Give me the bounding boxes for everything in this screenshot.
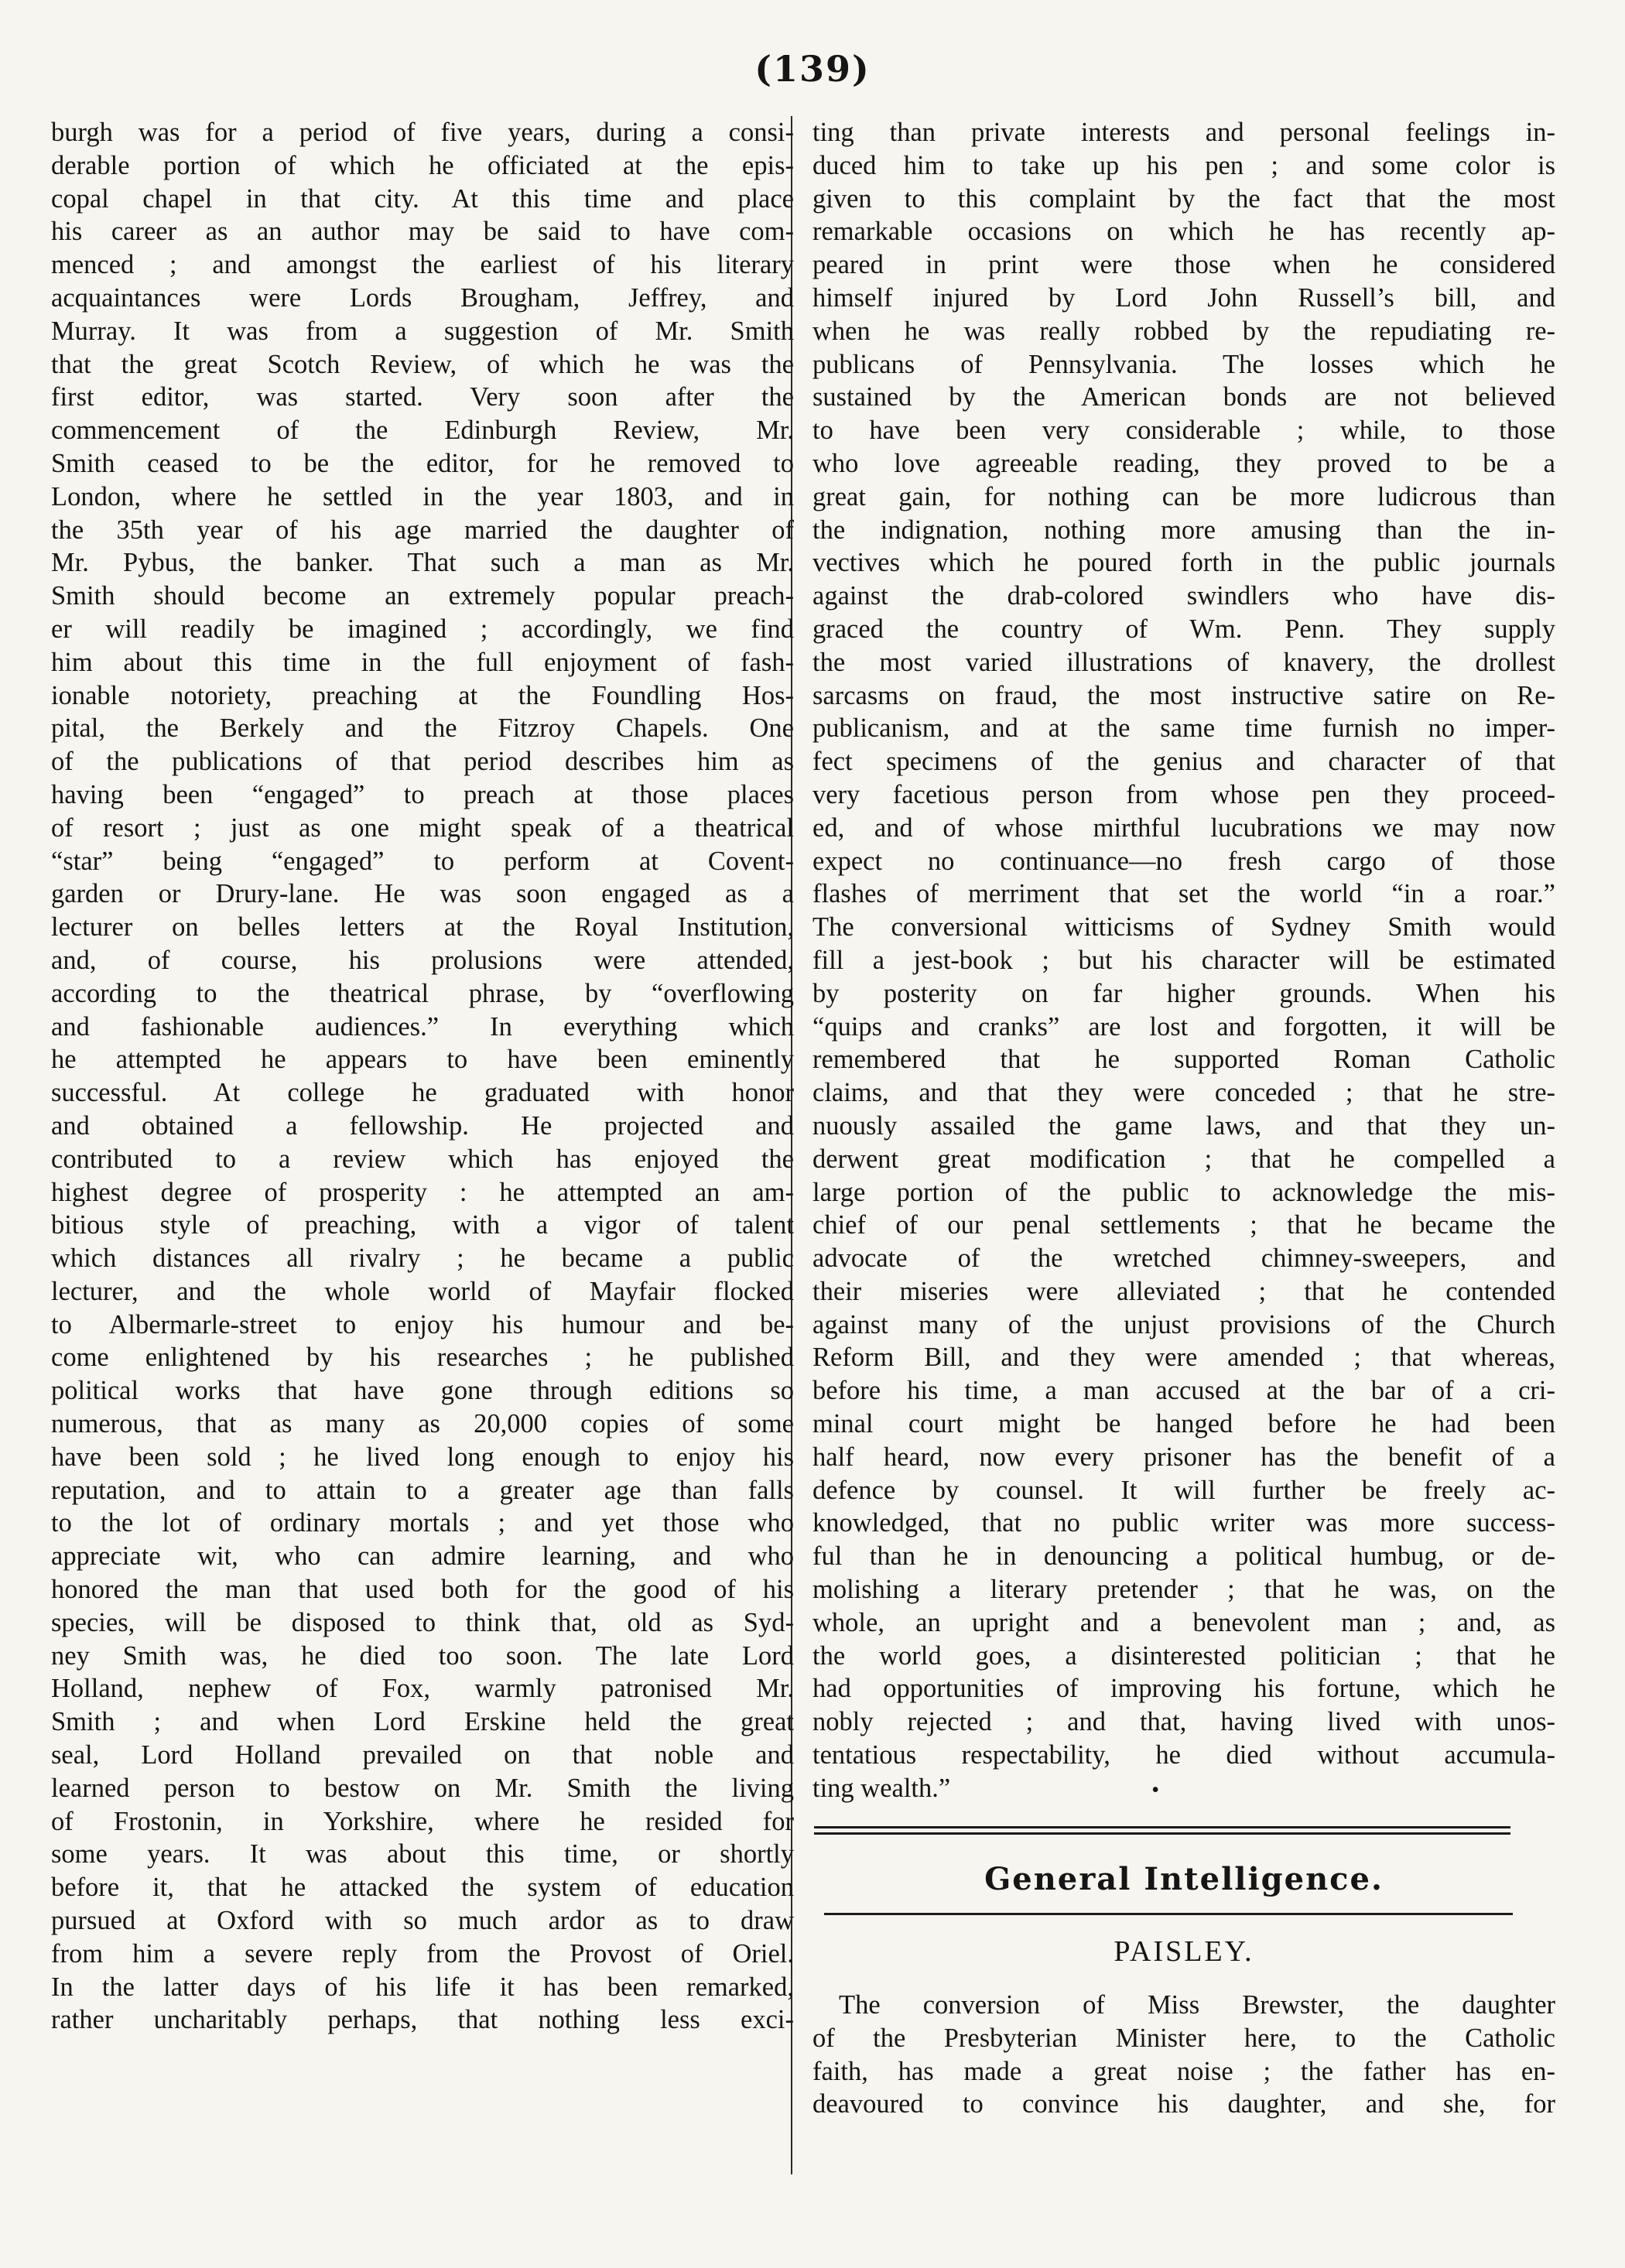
text-line: himself injured by Lord John Russell’s bill, and (812, 282, 1555, 313)
text-line: molishing a literary pretender ; that he was, on the (812, 1575, 1555, 1605)
text-line: who love agreeable reading, they proved to be a (812, 448, 1555, 478)
text-line: numerous, that as many as 20,000 copies of some (51, 1409, 794, 1439)
text-line: defence by counsel. It will further be freely ac- (812, 1475, 1555, 1505)
text-line: deavoured to convince his daughter, and she, for (812, 2089, 1555, 2119)
text-line: ionable notoriety, preaching at the Foundling Hos- (51, 680, 794, 710)
text-line: “quips and cranks” are lost and forgotten, it will be (812, 1011, 1555, 1042)
text-line: The conversion of Miss Brewster, the daughter (839, 1990, 1555, 2020)
text-line: when he was really robbed by the repudiating re- (812, 316, 1555, 346)
text-line: of the publications of that period describes him as (51, 747, 794, 777)
text-line: the most varied illustrations of knavery, the drollest (812, 647, 1555, 677)
text-line: Holland, nephew of Fox, warmly patronised Mr. (51, 1674, 794, 1704)
text-line: their miseries were alleviated ; that he contended (812, 1276, 1555, 1306)
text-line: pital, the Berkely and the Fitzroy Chapels. One (51, 713, 794, 744)
text-line: had opportunities of improving his fortune, which he (812, 1674, 1555, 1704)
text-line: of Frostonin, in Yorkshire, where he resided for (51, 1806, 794, 1836)
right-column (812, 116, 1555, 1805)
text-line: reputation, and to attain to a greater age than falls (51, 1475, 794, 1505)
paisley-paragraph (812, 1989, 1555, 2121)
text-line: given to this complaint by the fact that the most (812, 183, 1555, 214)
text-line: by posterity on far higher grounds. When his (812, 978, 1555, 1008)
text-line: derable portion of which he officiated at the epis- (51, 150, 794, 180)
text-line: very facetious person from whose pen they proceed- (812, 779, 1555, 809)
text-line: bitious style of preaching, with a vigor of talent (51, 1210, 794, 1240)
page-number: (139) (754, 48, 871, 90)
text-line: to have been very considerable ; while, to those (812, 416, 1555, 446)
text-line: whole, an upright and a benevolent man ; and, as (812, 1607, 1555, 1637)
text-line: lecturer on belles letters at the Royal Institution, (51, 912, 794, 942)
text-line: have been sold ; he lived long enough to enjoy his (51, 1442, 794, 1472)
text-line: rather uncharitably perhaps, that nothing less exci- (51, 2005, 794, 2035)
text-line: great gain, for nothing can be more ludicrous than (812, 481, 1555, 511)
text-line: advocate of the wretched chimney-sweepers, and (812, 1243, 1555, 1274)
text-line: ting wealth.” • (812, 1772, 1555, 1805)
section-heading: General Intelligence. (984, 1861, 1384, 1897)
text-line: publicanism, and at the same time furnish no imper- (812, 713, 1555, 744)
text-line: sarcasms on fraud, the most instructive satire on Re- (812, 680, 1555, 710)
text-line: expect no continuance—no fresh cargo of those (812, 846, 1555, 876)
text-line: and obtained a fellowship. He projected and (51, 1110, 794, 1141)
text-line: against the drab-colored swindlers who have dis- (812, 581, 1555, 611)
left-column (51, 116, 794, 2037)
text-line: contributed to a review which has enjoyed the (51, 1144, 794, 1174)
text-line: and fashionable audiences.” In everything which (51, 1011, 794, 1042)
text-line: and, of course, his prolusions were attended, (51, 945, 794, 975)
text-line: burgh was for a period of five years, during a consi- (51, 118, 794, 147)
text-line: of resort ; just as one might speak of a theatrical (51, 812, 794, 843)
text-line: Reform Bill, and they were amended ; that whereas, (812, 1343, 1555, 1373)
text-line: Mr. Pybus, the banker. That such a man as Mr. (51, 548, 794, 578)
text-line: vectives which he poured forth in the public journals (812, 548, 1555, 578)
text-line: pursued at Oxford with so much ardor as to draw (51, 1906, 794, 1936)
text-line: first editor, was started. Very soon after the (51, 382, 794, 412)
text-line: commencement of the Edinburgh Review, Mr. (51, 416, 794, 446)
text-line: seal, Lord Holland prevailed on that noble and (51, 1740, 794, 1770)
text-line: ney Smith was, he died too soon. The late Lord (51, 1640, 794, 1671)
text-line: fect specimens of the genius and character of that (812, 747, 1555, 777)
text-line: Smith ceased to be the editor, for he removed to (51, 448, 794, 478)
text-line: half heard, now every prisoner has the benefit of a (812, 1442, 1555, 1472)
text-line: er will readily be imagined ; accordingly, we find (51, 614, 794, 644)
heading-rule (824, 1913, 1513, 1915)
text-line: species, will be disposed to think that, old as Syd- (51, 1607, 794, 1637)
text-line: ed, and of whose mirthful lucubrations we may now (812, 812, 1555, 843)
text-line: which distances all rivalry ; he became a public (51, 1243, 794, 1274)
end-mark: • (1151, 1777, 1160, 1802)
text-line: copal chapel in that city. At this time and place (51, 183, 794, 214)
text-line: graced the country of Wm. Penn. They supply (812, 614, 1555, 644)
text-line: of the Presbyterian Minister here, to the Catholic (812, 2023, 1555, 2053)
text-line: fill a jest-book ; but his character will be estimated (812, 945, 1555, 975)
text-line: menced ; and amongst the earliest of his literary (51, 250, 794, 280)
text-line: In the latter days of his life it has been remarked, (51, 1972, 794, 2002)
text-line: Smith should become an extremely popular preach- (51, 581, 794, 611)
text-line: having been “engaged” to preach at those places (51, 779, 794, 809)
text-line: The conversional witticisms of Sydney Smith would (812, 912, 1555, 942)
text-line: the indignation, nothing more amusing than the in- (812, 515, 1555, 545)
text-line: successful. At college he graduated with honor (51, 1078, 794, 1108)
text-line: him about this time in the full enjoyment of fash- (51, 647, 794, 677)
text-line: knowledged, that no public writer was more success- (812, 1508, 1555, 1538)
text-line: from him a severe reply from the Provost of Oriel. (51, 1938, 794, 1969)
text-line: lecturer, and the whole world of Mayfair flocked (51, 1276, 794, 1306)
section-double-rule (814, 1826, 1510, 1835)
text-line: to Albermarle-street to enjoy his humour and be- (51, 1309, 794, 1339)
text-line: remarkable occasions on which he has recently ap- (812, 217, 1555, 247)
text-line: some years. It was about this time, or shortly (51, 1839, 794, 1869)
text-line: nuously assailed the game laws, and that they un- (812, 1110, 1555, 1141)
text-line: sustained by the American bonds are not believed (812, 382, 1555, 412)
text-line: come enlightened by his researches ; he published (51, 1343, 794, 1373)
text-line: appreciate wit, who can admire learning, and who (51, 1541, 794, 1572)
text-line: large portion of the public to acknowledge the mis- (812, 1177, 1555, 1207)
text-line: derwent great modification ; that he compelled a (812, 1144, 1555, 1174)
text-line: acquaintances were Lords Brougham, Jeffrey, and (51, 282, 794, 313)
text-line: according to the theatrical phrase, by “overflowing (51, 978, 794, 1008)
text-line: against many of the unjust provisions of the Church (812, 1309, 1555, 1339)
text-line: faith, has made a great noise ; the father has en- (812, 2056, 1555, 2086)
text-line: London, where he settled in the year 1803, and in (51, 481, 794, 511)
text-line: minal court might be hanged before he had been (812, 1409, 1555, 1439)
text-line: tentatious respectability, he died without accumula- (812, 1740, 1555, 1770)
text-line: duced him to take up his pen ; and some color is (812, 150, 1555, 180)
text-line: to the lot of ordinary mortals ; and yet those who (51, 1508, 794, 1538)
text-line: before it, that he attacked the system of education (51, 1873, 794, 1903)
text-line: ful than he in denouncing a political humbug, or de- (812, 1541, 1555, 1572)
sub-heading: PAISLEY. (1114, 1935, 1254, 1968)
text-line: honored the man that used both for the good of his (51, 1575, 794, 1605)
text-line: Murray. It was from a suggestion of Mr. Smith (51, 316, 794, 346)
text-line: garden or Drury-lane. He was soon engaged as a (51, 879, 794, 909)
text-line: the 35th year of his age married the daughter of (51, 515, 794, 545)
text-line: his career as an author may be said to have com- (51, 217, 794, 247)
text-line: Smith ; and when Lord Erskine held the great (51, 1707, 794, 1737)
text-line: before his time, a man accused at the bar of a cri- (812, 1376, 1555, 1406)
text-line: claims, and that they were conceded ; that he stre- (812, 1078, 1555, 1108)
text-line: the world goes, a disinterested politician ; that he (812, 1640, 1555, 1671)
text-line: chief of our penal settlements ; that he became the (812, 1210, 1555, 1240)
text-line: ting than private interests and personal feelings in- (812, 118, 1555, 147)
text-line: peared in print were those when he considered (812, 250, 1555, 280)
text-line: remembered that he supported Roman Catholic (812, 1045, 1555, 1075)
text-line: publicans of Pennsylvania. The losses which he (812, 349, 1555, 379)
text-line: learned person to bestow on Mr. Smith the living (51, 1773, 794, 1803)
text-line: highest degree of prosperity : he attempted an am- (51, 1177, 794, 1207)
text-line: nobly rejected ; and that, having lived with unos- (812, 1707, 1555, 1737)
text-line: flashes of merriment that set the world “in a roar.” (812, 879, 1555, 909)
text-line: that the great Scotch Review, of which he was the (51, 349, 794, 379)
text-line: he attempted he appears to have been eminently (51, 1045, 794, 1075)
text-line: “star” being “engaged” to perform at Covent- (51, 846, 794, 876)
text-line: political works that have gone through editions so (51, 1376, 794, 1406)
